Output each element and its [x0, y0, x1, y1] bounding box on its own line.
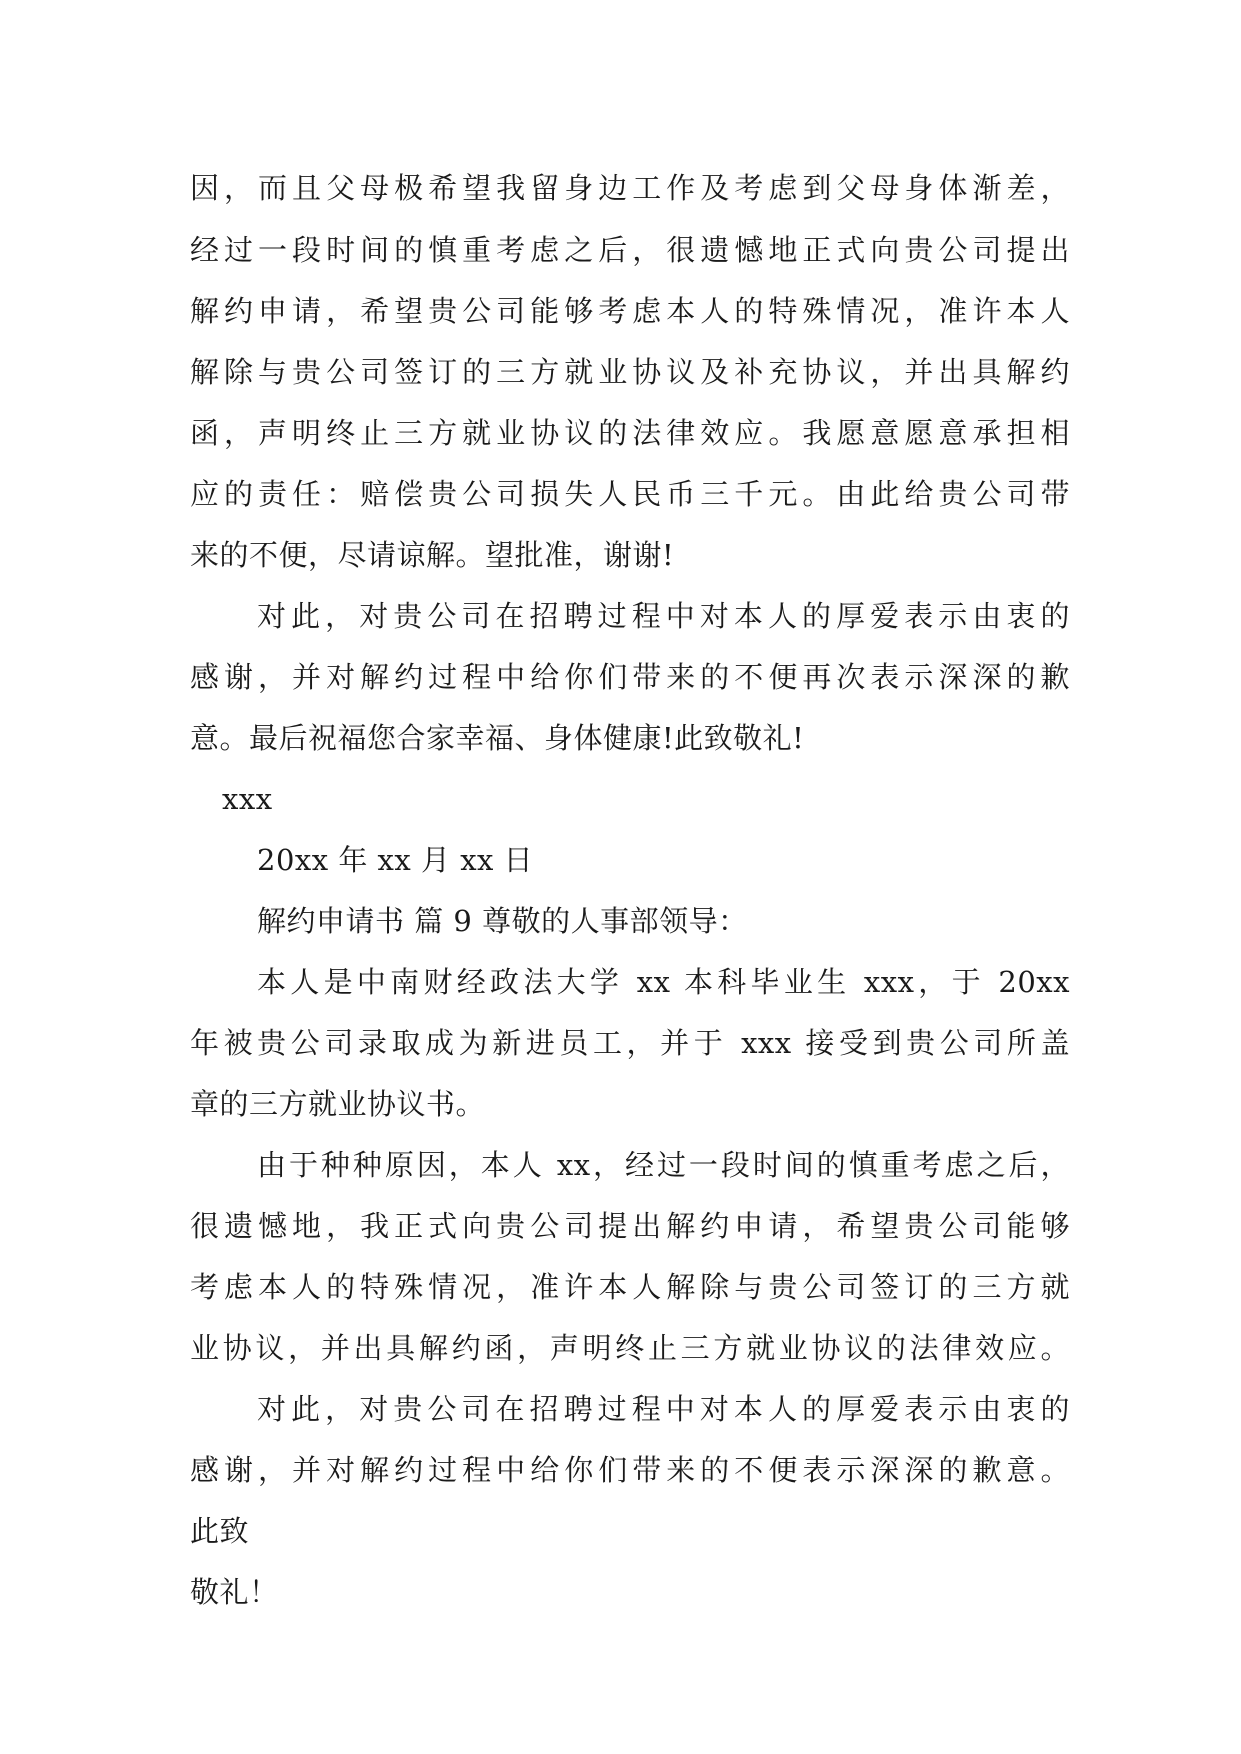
body-line: 感谢，并对解约过程中给你们带来的不便再次表示深深的歉	[190, 660, 1070, 694]
body-line: 应的责任：赔偿贵公司损失人民币三千元。由此给贵公司带	[190, 477, 1070, 511]
body-line: 经过一段时间的慎重考虑之后，很遗憾地正式向贵公司提出	[190, 233, 1070, 267]
body-line: 意。最后祝福您合家幸福、身体健康!此致敬礼!	[190, 721, 805, 755]
body-line: 感谢，并对解约过程中给你们带来的不便表示深深的歉意。	[190, 1453, 1070, 1487]
paragraph-first-line: 本人是中南财经政法大学 xx 本科毕业生 xxx，于 20xx	[257, 965, 1070, 999]
section-heading: 解约申请书 篇 9 尊敬的人事部领导：	[257, 904, 748, 938]
paragraph-first-line: 由于种种原因，本人 xx，经过一段时间的慎重考虑之后，	[257, 1148, 1070, 1182]
body-line: 年被贵公司录取成为新进员工，并于 xxx 接受到贵公司所盖	[190, 1026, 1070, 1060]
body-line: 业协议，并出具解约函，声明终止三方就业协议的法律效应。	[190, 1331, 1070, 1365]
body-line: 函，声明终止三方就业协议的法律效应。我愿意愿意承担相	[190, 416, 1070, 450]
closing-line: 敬礼！	[190, 1575, 279, 1609]
body-line: 来的不便，尽请谅解。望批准，谢谢!	[190, 538, 675, 572]
body-line: 章的三方就业协议书。	[190, 1087, 486, 1121]
body-line: 解约申请，希望贵公司能够考虑本人的特殊情况，准许本人	[190, 294, 1070, 328]
body-line: 考虑本人的特殊情况，准许本人解除与贵公司签订的三方就	[190, 1270, 1070, 1304]
paragraph-first-line: 对此，对贵公司在招聘过程中对本人的厚爱表示由衷的	[257, 599, 1070, 633]
closing-line: 此致	[190, 1514, 250, 1548]
signature-name: xxx	[222, 782, 273, 816]
body-line: 解除与贵公司签订的三方就业协议及补充协议，并出具解约	[190, 355, 1070, 389]
signature-date: 20xx 年 xx 月 xx 日	[257, 843, 534, 877]
paragraph-first-line: 对此，对贵公司在招聘过程中对本人的厚爱表示由衷的	[257, 1392, 1070, 1426]
body-line: 很遗憾地，我正式向贵公司提出解约申请，希望贵公司能够	[190, 1209, 1070, 1243]
body-line: 因，而且父母极希望我留身边工作及考虑到父母身体渐差，	[190, 171, 1070, 205]
